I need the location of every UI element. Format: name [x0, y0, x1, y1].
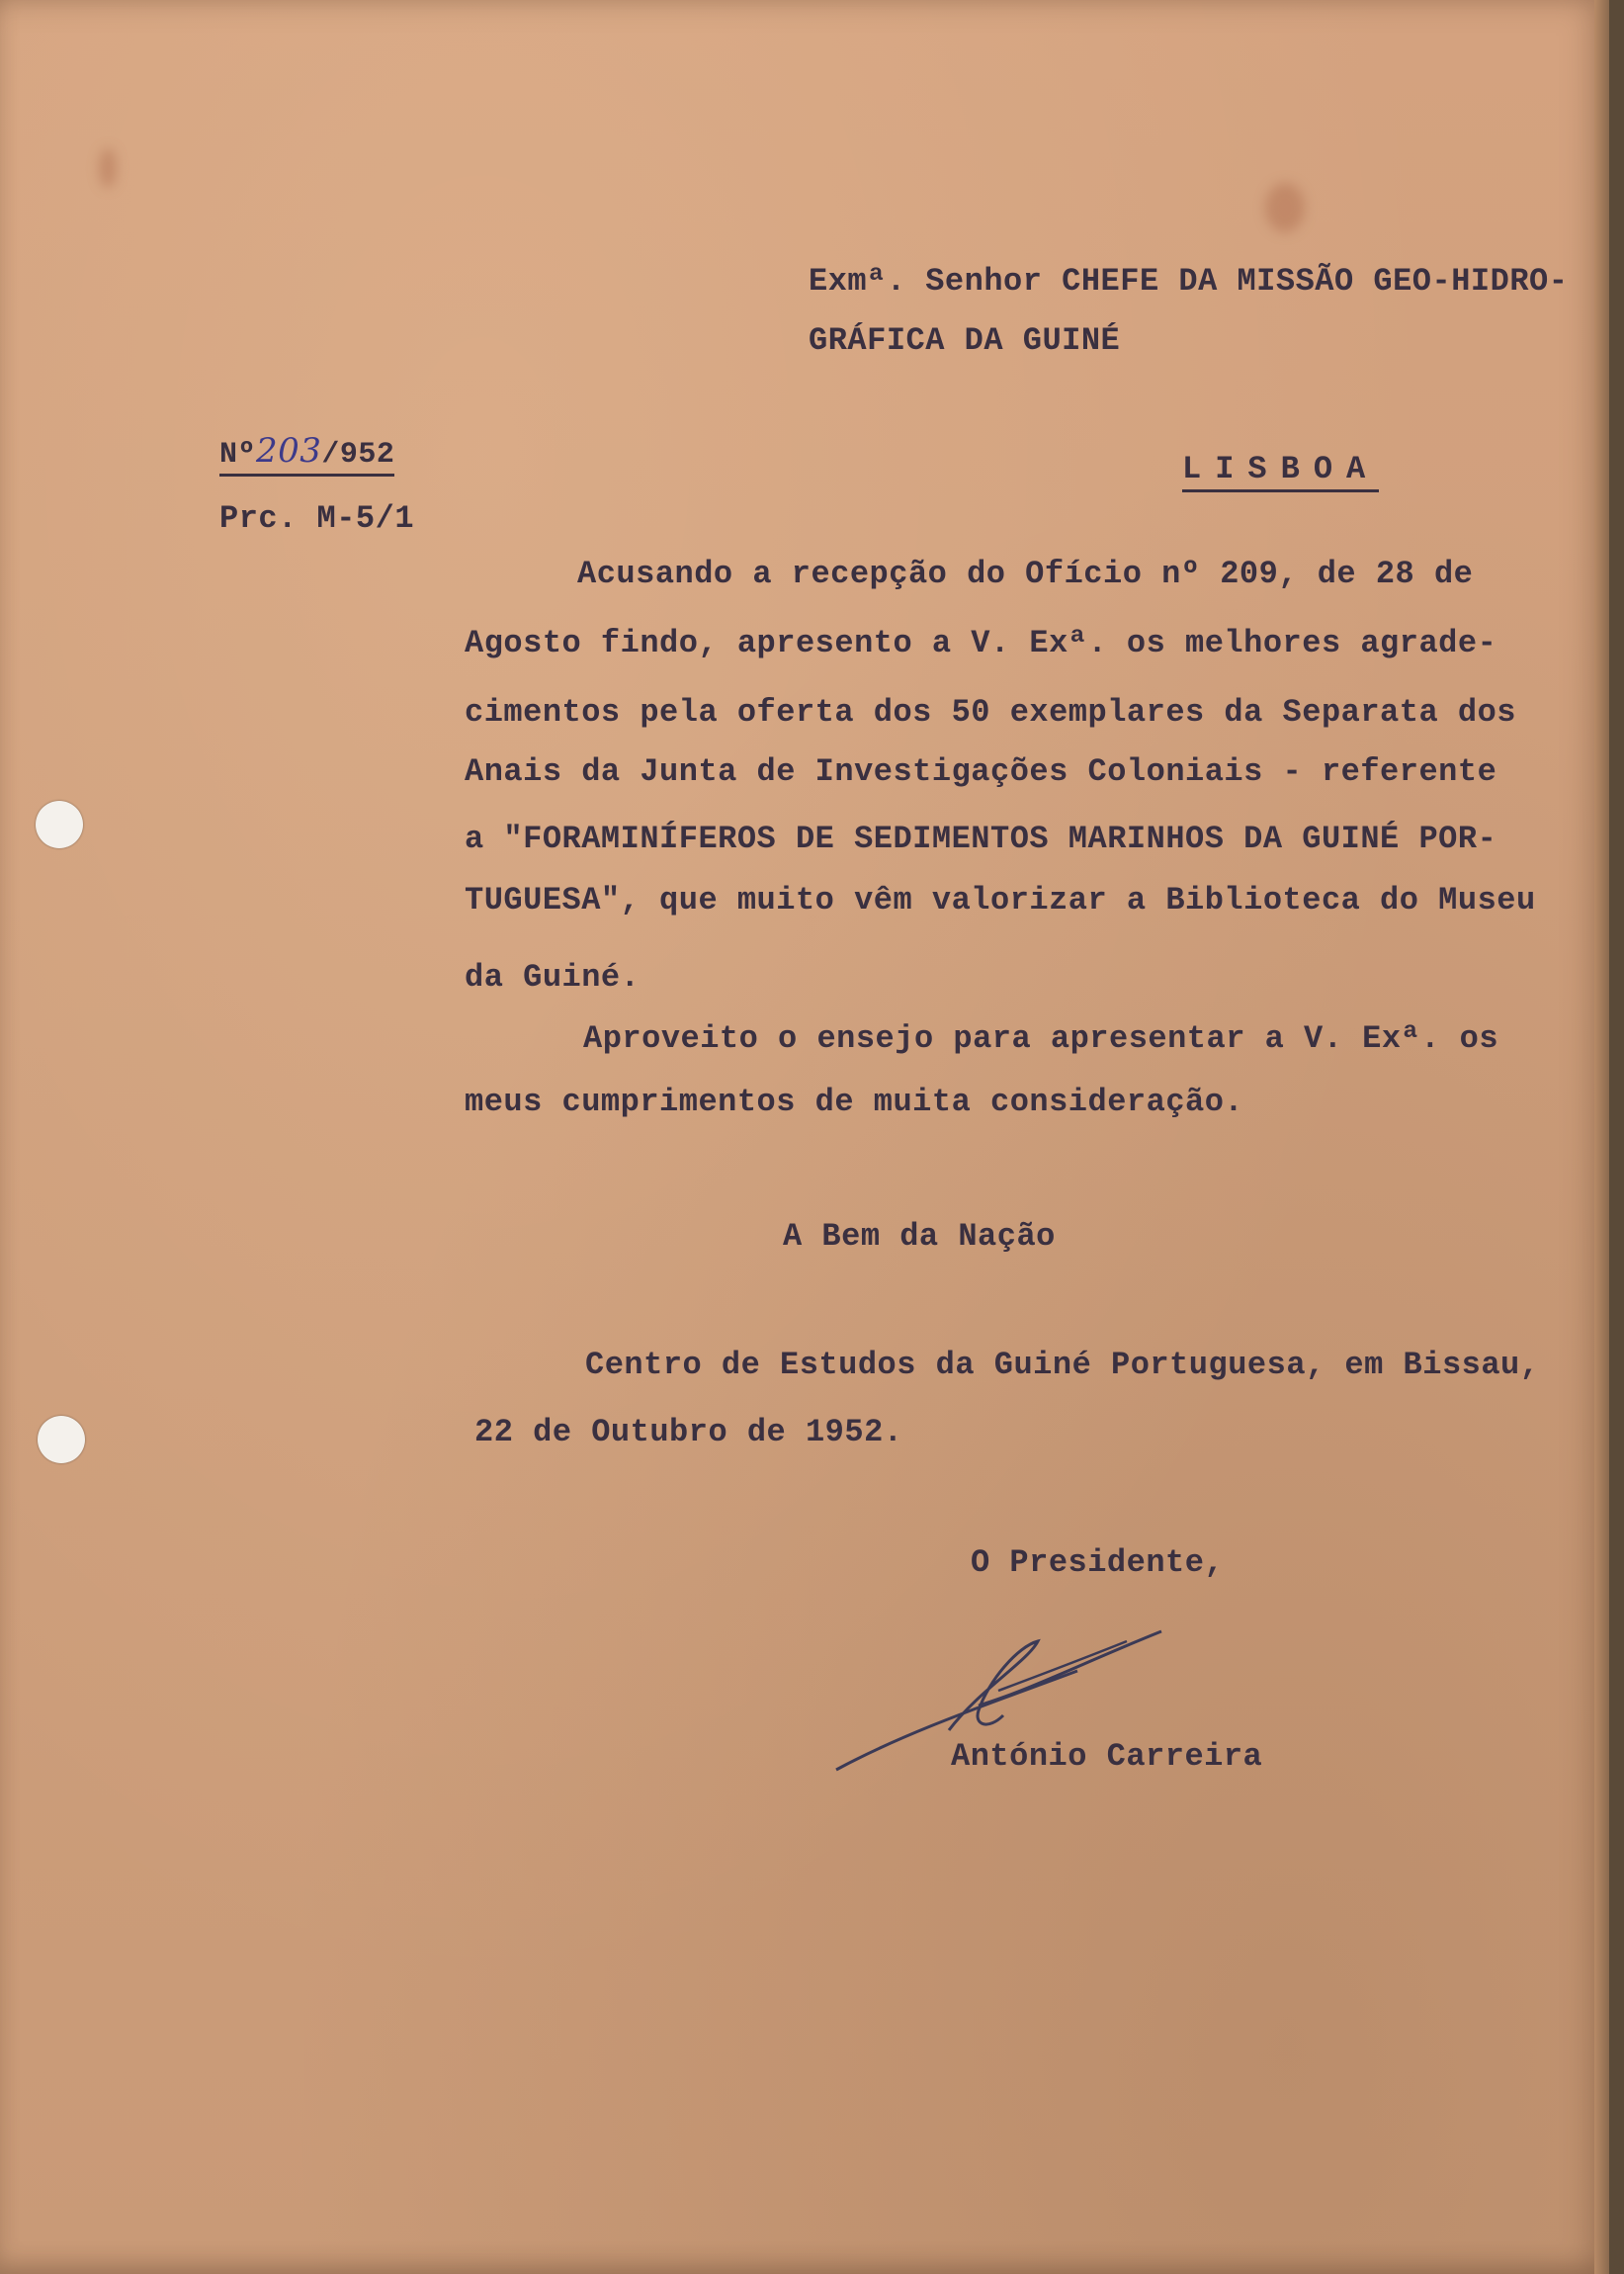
reference-number — [219, 431, 394, 472]
paragraph-1-line-7: da Guiné. — [465, 959, 641, 996]
reference-suffix: /952 — [321, 438, 395, 472]
reference-prefix: Nº — [219, 438, 257, 472]
destination-text: LISBOA — [1182, 451, 1379, 492]
signatory-title: O Presidente, — [971, 1544, 1225, 1581]
addressee-line-2: GRÁFICA DA GUINÉ — [809, 322, 1121, 359]
addressee-line-1: Exmª. Senhor CHEFE DA MISSÃO GEO-HIDRO- — [809, 263, 1569, 300]
punch-hole-top — [36, 801, 83, 848]
paragraph-1-line-2: Agosto findo, apresento a V. Exª. os melhores agrade- — [465, 625, 1497, 661]
reference-handwritten-number: 203 — [256, 431, 322, 471]
place-line: Centro de Estudos da Guiné Portuguesa, em Bissau, — [585, 1347, 1540, 1383]
paragraph-1-line-4: Anais da Junta de Investigações Coloniais - referente — [465, 753, 1497, 790]
paragraph-2-line-2: meus cumprimentos de muita consideração. — [465, 1084, 1244, 1120]
destination-city — [1182, 451, 1379, 487]
paper-stain — [99, 148, 117, 188]
paper-edge — [1594, 0, 1609, 2274]
punch-hole-bottom — [38, 1416, 85, 1463]
closing-salutation: A Bem da Nação — [783, 1218, 1056, 1255]
paragraph-1-line-6: TUGUESA", que muito vêm valorizar a Biblioteca do Museu — [465, 882, 1536, 918]
paragraph-1-line-5: a "FORAMINÍFEROS DE SEDIMENTOS MARINHOS DA GUINÉ POR- — [465, 821, 1497, 857]
paragraph-1-line-3: cimentos pela oferta dos 50 exemplares da Separata dos — [465, 694, 1516, 731]
date-line: 22 de Outubro de 1952. — [474, 1414, 903, 1450]
paragraph-1-line-1: Acusando a recepção do Ofício nº 209, de 28 de — [577, 556, 1474, 592]
signatory-name: António Carreira — [951, 1738, 1263, 1775]
paper-stain — [1265, 183, 1305, 232]
paragraph-2-line-1: Aproveito o ensejo para apresentar a V. Exª. os — [583, 1020, 1499, 1057]
process-reference: Prc. M-5/1 — [219, 500, 415, 537]
